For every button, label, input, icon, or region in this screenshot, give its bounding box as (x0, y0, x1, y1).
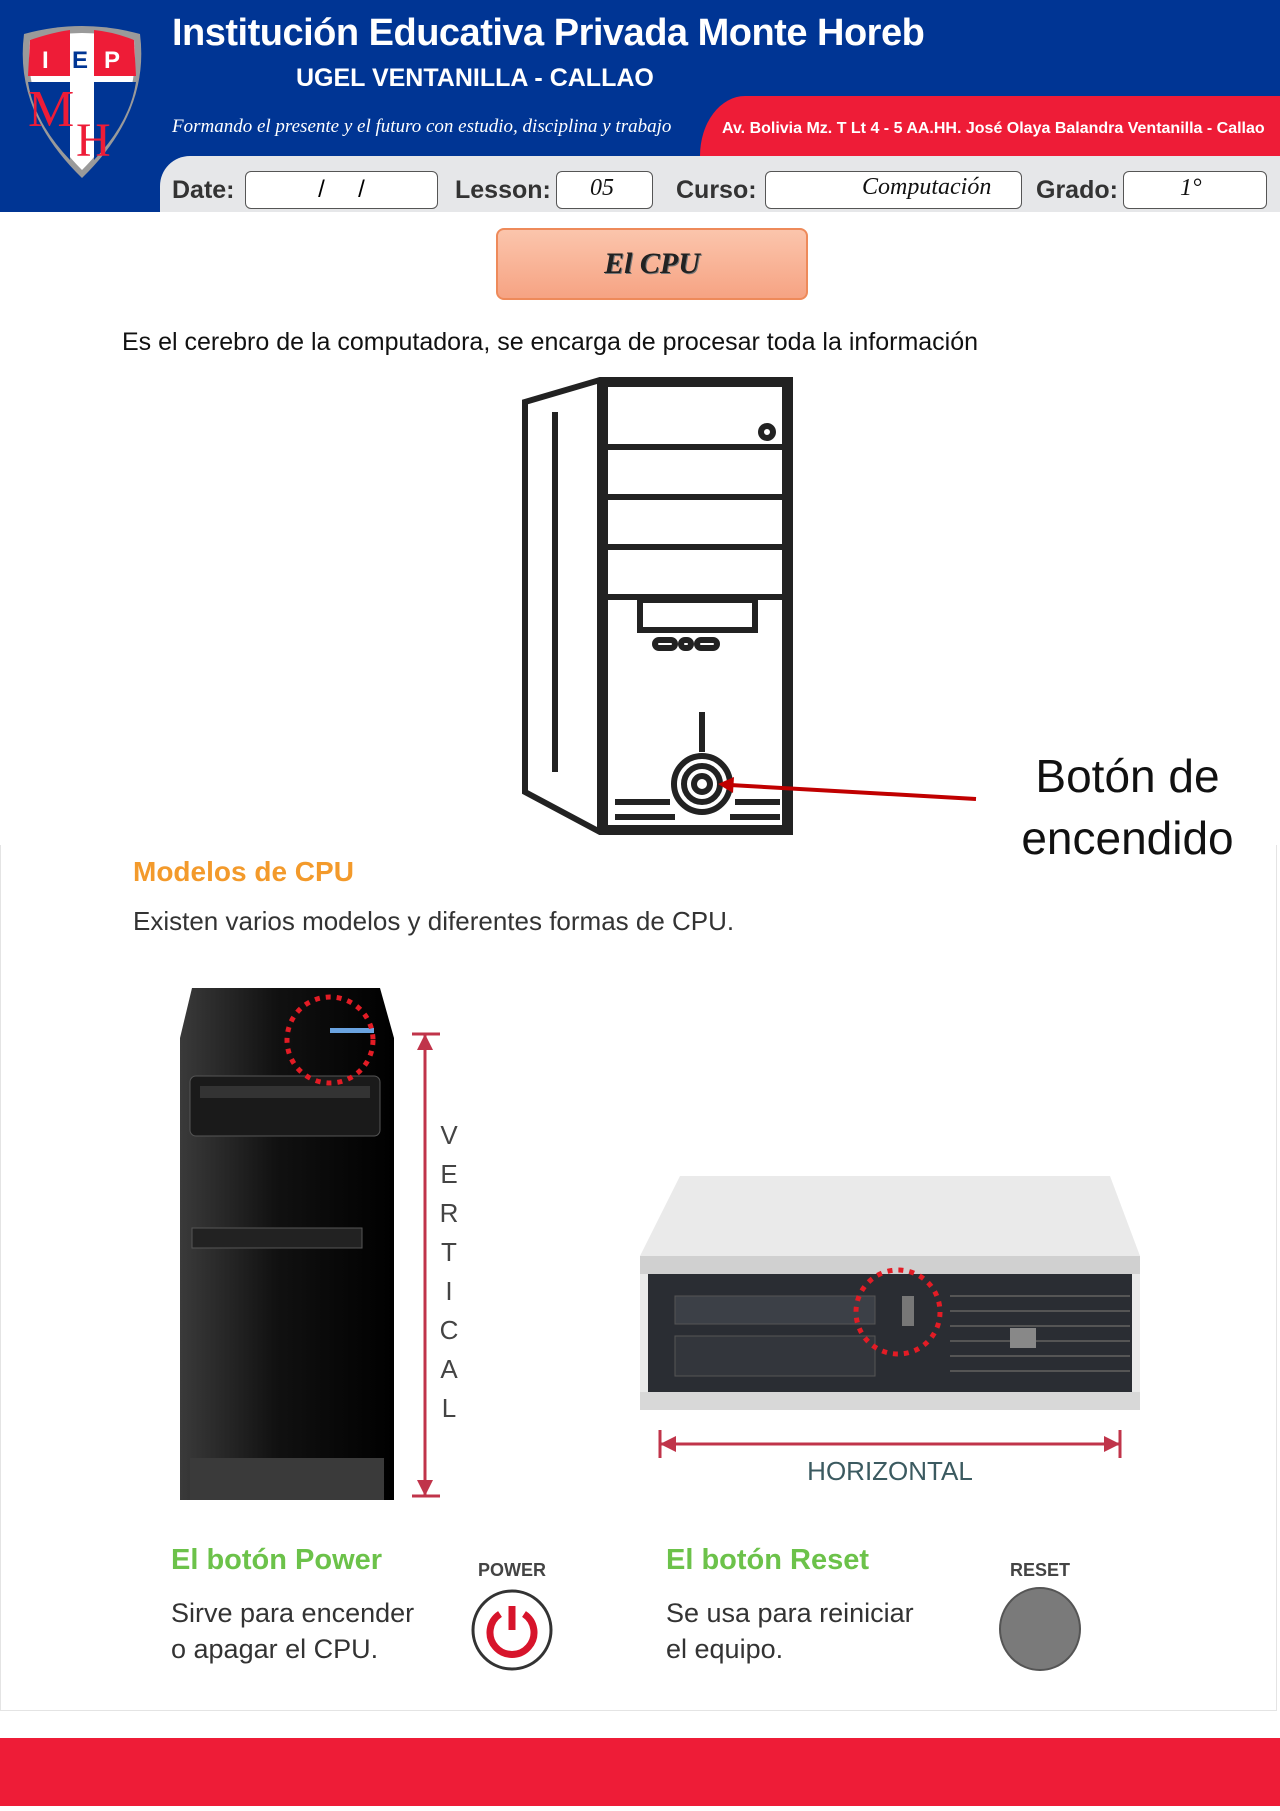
reset-title: El botón Reset (666, 1544, 870, 1576)
svg-text:P: P (104, 47, 121, 74)
power-title: El botón Power (171, 1544, 383, 1576)
models-title: Modelos de CPU (133, 856, 354, 887)
reset-line-2: el equipo. (666, 1634, 784, 1664)
school-name: Institución Educativa Privada Monte Horeb (172, 12, 925, 54)
vertical-cpu-photo (180, 988, 394, 1500)
date-label: Date: (172, 176, 235, 204)
svg-text:M: M (28, 81, 75, 138)
vertical-letter: A (440, 1354, 458, 1384)
callout-line-1: Botón de (1035, 750, 1220, 802)
models-subtitle: Existen varios modelos y diferentes formas de CPU. (133, 906, 735, 936)
page-title: El CPU (496, 228, 808, 300)
power-description (171, 1595, 414, 1667)
curso-value: Computación (862, 174, 992, 200)
vertical-letter: L (441, 1393, 457, 1423)
footer-bar (0, 1738, 1280, 1806)
curso-label: Curso: (676, 176, 757, 204)
school-logo-shield (14, 22, 150, 182)
reset-icon-label: RESET (1009, 1560, 1070, 1580)
horizontal-label: HORIZONTAL (807, 1456, 973, 1486)
svg-text:I: I (42, 47, 49, 74)
lesson-label: Lesson: (455, 176, 551, 204)
vertical-letter: C (439, 1315, 459, 1345)
date-field[interactable]: / / (245, 171, 438, 209)
vertical-letter: T (441, 1237, 457, 1267)
vertical-letter: I (445, 1276, 453, 1306)
school-address: Av. Bolivia Mz. T Lt 4 - 5 AA.HH. José Olaya Balandra Ventanilla - Callao (722, 120, 1265, 137)
power-line-2: o apagar el CPU. (171, 1634, 379, 1664)
callout-line-2: encendido (1021, 812, 1234, 864)
svg-text:E: E (72, 47, 89, 74)
grado-value: 1° (1180, 175, 1202, 201)
cpu-tower-drawing (515, 372, 800, 838)
vertical-letter: R (439, 1198, 459, 1228)
pointer-arrow (700, 770, 990, 810)
ugel-label: UGEL VENTANILLA - CALLAO (296, 64, 654, 92)
grado-label: Grado: (1036, 176, 1118, 204)
power-icon (470, 1588, 554, 1672)
vertical-letter: E (440, 1159, 458, 1189)
horizontal-cpu-photo (640, 1146, 1142, 1418)
reset-button-icon (998, 1586, 1082, 1672)
intro-text: Es el cerebro de la computadora, se encarga de procesar toda la información (122, 328, 979, 356)
svg-text:H: H (76, 114, 111, 167)
reset-line-1: Se usa para reiniciar (666, 1598, 914, 1628)
power-line-1: Sirve para encender (171, 1598, 415, 1628)
reset-description (666, 1595, 914, 1667)
vertical-letter: V (440, 1120, 458, 1150)
school-motto: Formando el presente y el futuro con estudio, disciplina y trabajo (172, 116, 672, 137)
lesson-value: 05 (590, 175, 614, 201)
power-icon-label: POWER (477, 1560, 546, 1580)
